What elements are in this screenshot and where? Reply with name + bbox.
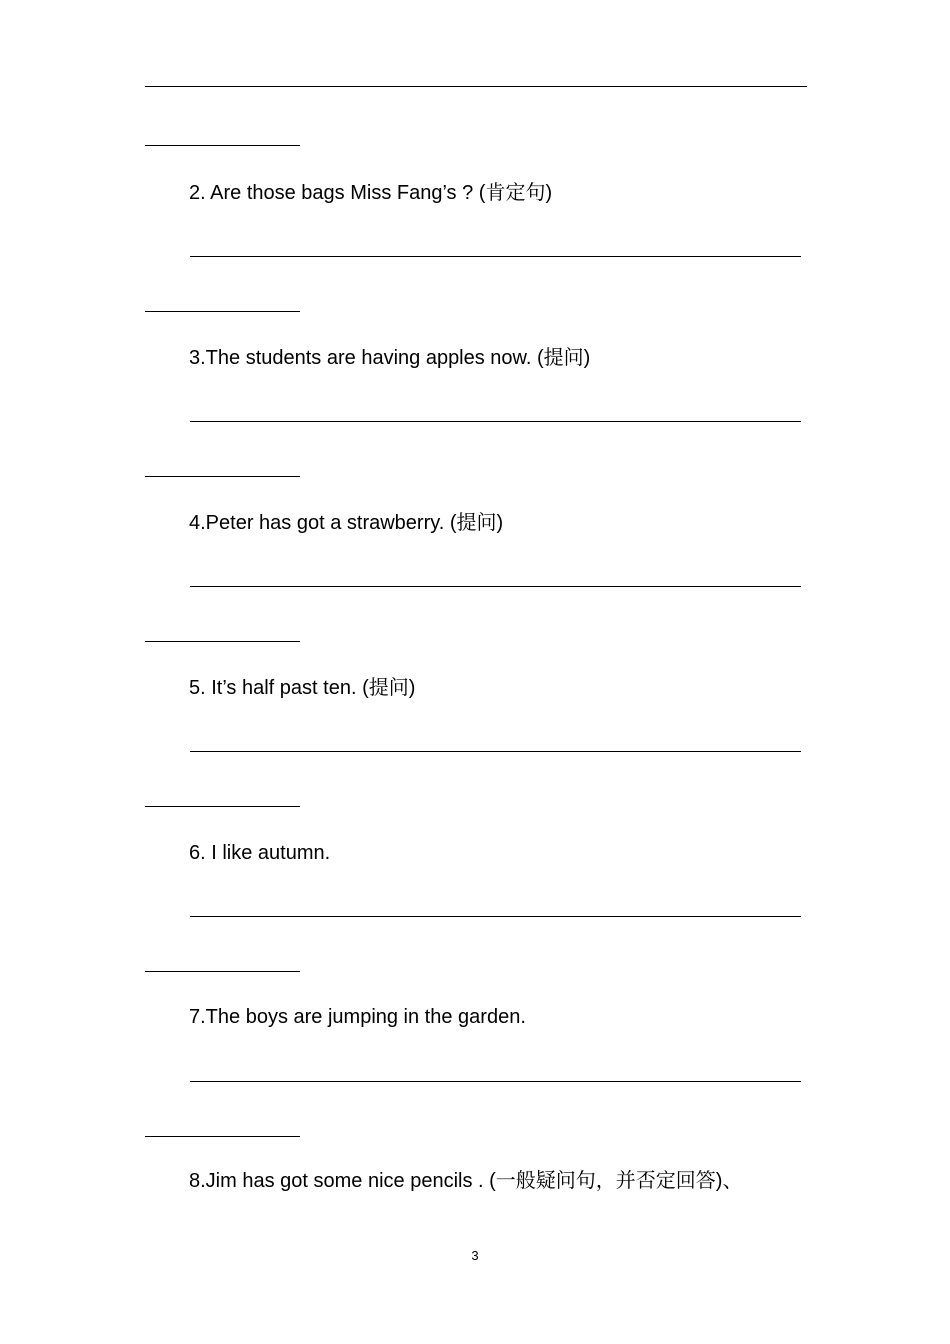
answer-line [190, 256, 801, 257]
answer-line [190, 586, 801, 587]
answer-line [190, 751, 801, 752]
answer-line-short [145, 641, 300, 642]
answer-line-full [145, 86, 807, 87]
answer-line-short [145, 971, 300, 972]
answer-line-short [145, 806, 300, 807]
answer-line-short [145, 311, 300, 312]
question-7: 7.The boys are jumping in the garden. [189, 1006, 526, 1028]
answer-line-short [145, 476, 300, 477]
answer-line [190, 916, 801, 917]
question-2: 2. Are those bags Miss Fang’s ? (肯定句) [189, 182, 553, 204]
question-8: 8.Jim has got some nice pencils . (一般疑问句，并否定回答)、 [189, 1170, 743, 1192]
question-5: 5. It’s half past ten. (提问) [189, 677, 416, 699]
question-6: 6. I like autumn. [189, 842, 331, 864]
page-number: 3 [471, 1248, 479, 1263]
answer-line-short [145, 145, 300, 146]
answer-line-short [145, 1136, 300, 1137]
question-4: 4.Peter has got a strawberry. (提问) [189, 512, 504, 534]
answer-line [190, 421, 801, 422]
answer-line [190, 1081, 801, 1082]
question-3: 3.The students are having apples now. (提问) [189, 347, 591, 369]
